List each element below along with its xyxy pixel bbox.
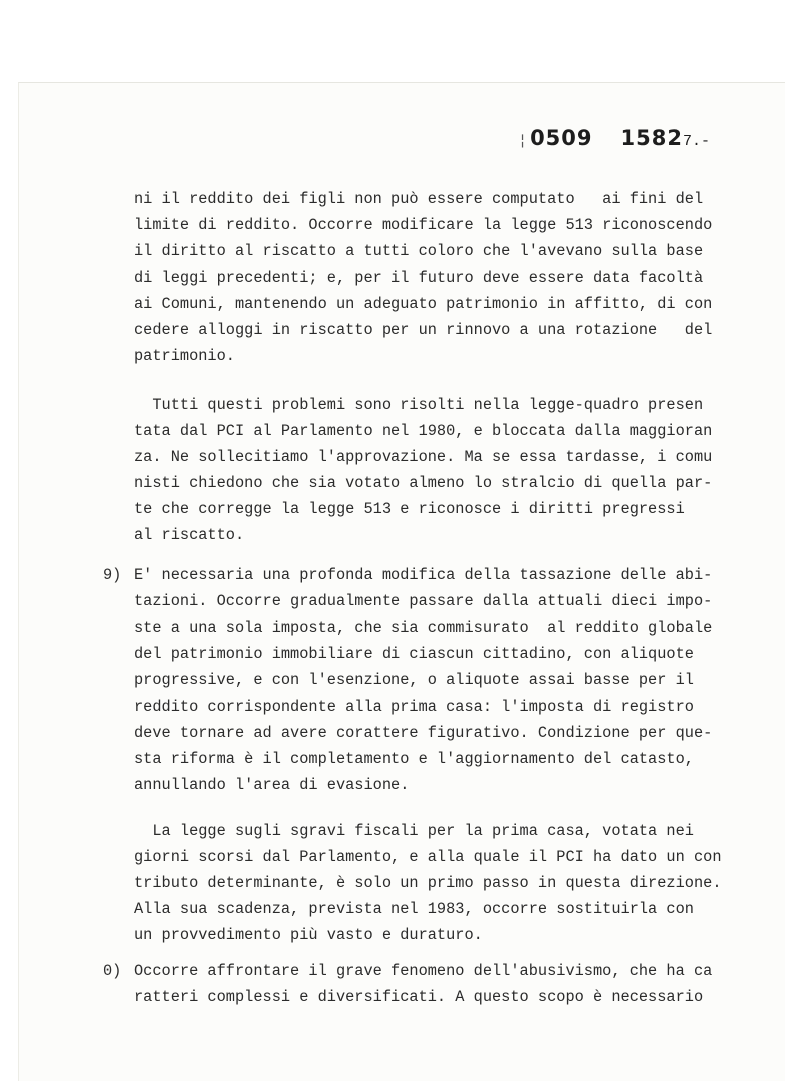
text-line: ste a una sola imposta, che sia commisurato al reddito globale [134,618,713,637]
text-line: del patrimonio immobiliare di ciascun cittadino, con aliquote [134,644,694,663]
text-line: giorni scorsi dal Parlamento, e alla quale il PCI ha dato un con [134,848,722,866]
item-number: 9) [103,566,122,584]
text-line: al riscatto. [134,526,245,544]
text-line: sta riforma è il completamento e l'aggiornamento del catasto, [134,750,694,769]
text-line: ni il reddito dei figli non può essere computato ai fini del [134,190,704,208]
text-line: tributo determinante, è solo un primo passo in questa direzione. [134,874,722,892]
text-line: un provvedimento più vasto e duraturo. [134,926,483,944]
text-line: progressive, e con l'esenzione, o aliquote assai basse per il [134,671,694,690]
text-line: za. Ne sollecitiamo l'approvazione. Ma se essa tardasse, i comu [134,448,713,466]
item-number: 0) [103,962,122,980]
stamp-bar: ¦ [520,131,527,149]
text-line: patrimonio. [134,347,235,366]
stamp-code-1: 0509 [530,126,593,150]
text-line: Occorre affrontare il grave fenomeno dell'abusivismo, che ha ca [134,962,713,980]
text-line: annullando l'area di evasione. [134,776,410,795]
text-line: reddito corrispondente alla prima casa: l'imposta di registro [134,697,694,716]
text-line: te che corregge la legge 513 e riconosce i diritti pregressi [134,500,685,518]
text-line: ai Comuni, mantenendo un adeguato patrimonio in affitto, di con [134,294,713,313]
text-line: di leggi precedenti; e, per il futuro deve essere data facoltà [134,268,704,287]
text-line: tata dal PCI al Parlamento nel 1980, e bloccata dalla maggioran [134,422,713,440]
text-line: il diritto al riscatto a tutti coloro che l'avevano sulla base [134,242,704,261]
stamp-code-2: 1582 [620,126,683,150]
text-line: tazioni. Occorre gradualmente passare dalla attuali dieci impo- [134,592,713,611]
text-line: limite di reddito. Occorre modificare la legge 513 riconoscendo [134,216,713,235]
archive-stamp [520,126,710,150]
text-line: nisti chiedono che sia votato almeno lo stralcio di quella par- [134,474,713,492]
text-line: Alla sua scadenza, prevista nel 1983, occorre sostituirla con [134,900,694,918]
page-number: 7.- [682,133,710,150]
text-line: cedere alloggi in riscatto per un rinnovo a una rotazione del [134,321,713,339]
text-line: Tutti questi problemi sono risolti nella legge-quadro presen [134,396,704,414]
text-line: deve tornare ad avere corattere figurativo. Condizione per que- [134,723,713,742]
text-line: E' necessaria una profonda modifica della tassazione delle abi- [134,566,713,584]
text-line: ratteri complessi e diversificati. A questo scopo è necessario [134,988,704,1006]
text-line: La legge sugli sgravi fiscali per la prima casa, votata nei [134,822,694,840]
